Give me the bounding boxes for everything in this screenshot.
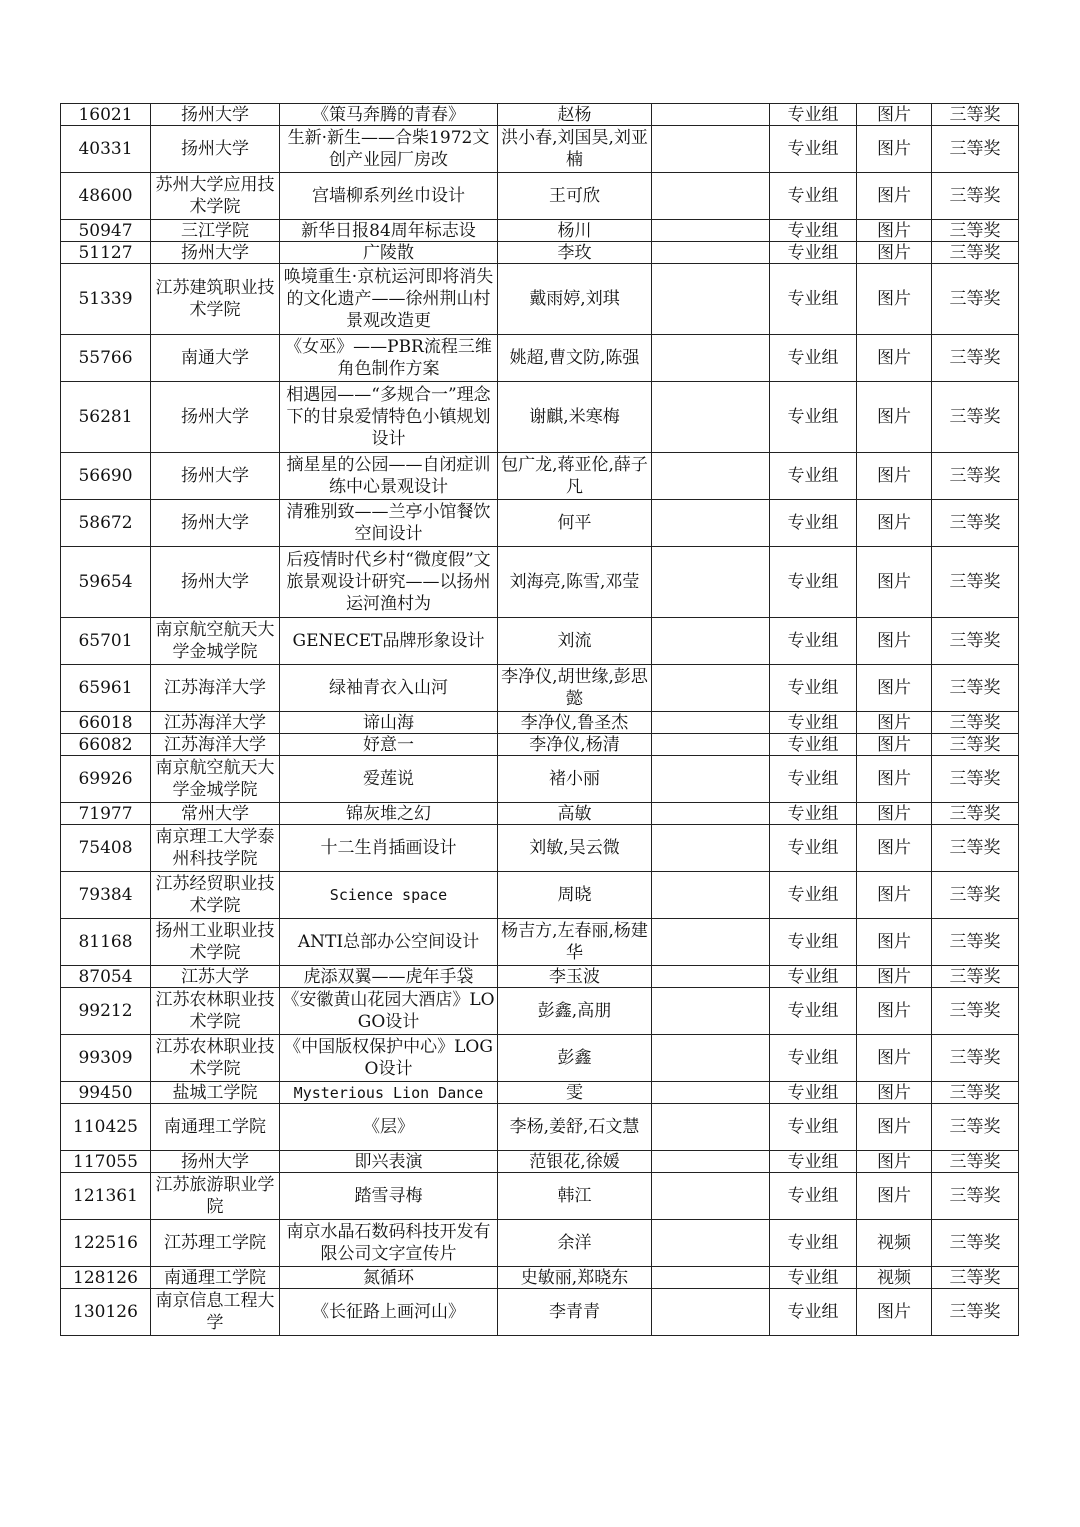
award-cell: 三等奖	[932, 919, 1019, 966]
school-cell: 扬州大学	[151, 453, 280, 500]
school-cell: 江苏农林职业技术学院	[151, 1035, 280, 1082]
table-row	[61, 453, 1019, 500]
group-cell: 专业组	[770, 220, 857, 242]
award-cell: 三等奖	[932, 453, 1019, 500]
table-row	[61, 1220, 1019, 1267]
media-type-cell: 图片	[857, 547, 932, 618]
media-type-cell: 图片	[857, 1082, 932, 1104]
title-cell: 绿袖青衣入山河	[280, 665, 498, 712]
group-cell: 专业组	[770, 104, 857, 126]
award-cell: 三等奖	[932, 712, 1019, 734]
award-cell: 三等奖	[932, 500, 1019, 547]
group-cell: 专业组	[770, 264, 857, 335]
group-cell: 专业组	[770, 1151, 857, 1173]
title-cell: 广陵散	[280, 242, 498, 264]
empty-cell	[652, 500, 770, 547]
group-cell: 专业组	[770, 453, 857, 500]
award-cell: 三等奖	[932, 104, 1019, 126]
authors-cell: 赵杨	[498, 104, 652, 126]
entry-id-cell: 110425	[61, 1104, 151, 1151]
group-cell: 专业组	[770, 919, 857, 966]
media-type-cell: 图片	[857, 1035, 932, 1082]
school-cell: 南京理工大学泰州科技学院	[151, 825, 280, 872]
table-row	[61, 1035, 1019, 1082]
title-cell: ANTI总部办公空间设计	[280, 919, 498, 966]
award-cell: 三等奖	[932, 382, 1019, 453]
group-cell: 专业组	[770, 872, 857, 919]
media-type-cell: 图片	[857, 712, 932, 734]
table-row	[61, 547, 1019, 618]
award-cell: 三等奖	[932, 988, 1019, 1035]
entry-id-cell: 122516	[61, 1220, 151, 1267]
media-type-cell: 图片	[857, 966, 932, 988]
table-row	[61, 382, 1019, 453]
award-cell: 三等奖	[932, 966, 1019, 988]
table-row	[61, 104, 1019, 126]
group-cell: 专业组	[770, 665, 857, 712]
group-cell: 专业组	[770, 335, 857, 382]
school-cell: 苏州大学应用技术学院	[151, 173, 280, 220]
media-type-cell: 图片	[857, 382, 932, 453]
entry-id-cell: 55766	[61, 335, 151, 382]
entry-id-cell: 66082	[61, 734, 151, 756]
entry-id-cell: 56281	[61, 382, 151, 453]
authors-cell: 包广龙,蒋亚伦,薛子凡	[498, 453, 652, 500]
authors-cell: 周晓	[498, 872, 652, 919]
table-row	[61, 220, 1019, 242]
school-cell: 江苏农林职业技术学院	[151, 988, 280, 1035]
title-cell: 唤境重生·京杭运河即将消失的文化遗产——徐州荆山村景观改造更	[280, 264, 498, 335]
group-cell: 专业组	[770, 1173, 857, 1220]
school-cell: 南京航空航天大学金城学院	[151, 618, 280, 665]
title-cell: 谛山海	[280, 712, 498, 734]
award-cell: 三等奖	[932, 618, 1019, 665]
school-cell: 南京航空航天大学金城学院	[151, 756, 280, 803]
school-cell: 南通理工学院	[151, 1104, 280, 1151]
authors-cell: 刘流	[498, 618, 652, 665]
entry-id-cell: 128126	[61, 1267, 151, 1289]
award-table	[60, 103, 1019, 1336]
school-cell: 扬州大学	[151, 1151, 280, 1173]
media-type-cell: 图片	[857, 104, 932, 126]
media-type-cell: 图片	[857, 242, 932, 264]
title-cell: GENECET品牌形象设计	[280, 618, 498, 665]
media-type-cell: 图片	[857, 126, 932, 173]
award-cell: 三等奖	[932, 335, 1019, 382]
authors-cell: 史敏丽,郑晓东	[498, 1267, 652, 1289]
empty-cell	[652, 547, 770, 618]
award-cell: 三等奖	[932, 1173, 1019, 1220]
media-type-cell: 图片	[857, 665, 932, 712]
authors-cell: 高敏	[498, 803, 652, 825]
authors-cell: 杨吉方,左春丽,杨建华	[498, 919, 652, 966]
media-type-cell: 图片	[857, 264, 932, 335]
empty-cell	[652, 1289, 770, 1336]
media-type-cell: 图片	[857, 1104, 932, 1151]
title-cell: 相遇园——“多规合一”理念下的甘泉爱情特色小镇规划设计	[280, 382, 498, 453]
entry-id-cell: 51127	[61, 242, 151, 264]
table-row	[61, 712, 1019, 734]
entry-id-cell: 40331	[61, 126, 151, 173]
entry-id-cell: 65961	[61, 665, 151, 712]
entry-id-cell: 117055	[61, 1151, 151, 1173]
authors-cell: 彭鑫	[498, 1035, 652, 1082]
title-cell: 氮循环	[280, 1267, 498, 1289]
empty-cell	[652, 126, 770, 173]
authors-cell: 李净仪,胡世缘,彭思懿	[498, 665, 652, 712]
table-row	[61, 756, 1019, 803]
table-row	[61, 618, 1019, 665]
school-cell: 盐城工学院	[151, 1082, 280, 1104]
title-cell: 生新·新生——合柴1972文创产业园厂房改	[280, 126, 498, 173]
school-cell: 江苏建筑职业技术学院	[151, 264, 280, 335]
table-row	[61, 872, 1019, 919]
entry-id-cell: 130126	[61, 1289, 151, 1336]
group-cell: 专业组	[770, 126, 857, 173]
empty-cell	[652, 1267, 770, 1289]
table-row	[61, 665, 1019, 712]
entry-id-cell: 99212	[61, 988, 151, 1035]
entry-id-cell: 16021	[61, 104, 151, 126]
empty-cell	[652, 104, 770, 126]
school-cell: 江苏经贸职业技术学院	[151, 872, 280, 919]
media-type-cell: 图片	[857, 173, 932, 220]
table-row	[61, 734, 1019, 756]
media-type-cell: 图片	[857, 618, 932, 665]
table-row	[61, 1289, 1019, 1336]
empty-cell	[652, 335, 770, 382]
award-cell: 三等奖	[932, 1220, 1019, 1267]
title-cell: 妤意一	[280, 734, 498, 756]
group-cell: 专业组	[770, 547, 857, 618]
entry-id-cell: 121361	[61, 1173, 151, 1220]
authors-cell: 何平	[498, 500, 652, 547]
title-cell: 宫墙柳系列丝巾设计	[280, 173, 498, 220]
entry-id-cell: 51339	[61, 264, 151, 335]
empty-cell	[652, 1082, 770, 1104]
award-cell: 三等奖	[932, 264, 1019, 335]
empty-cell	[652, 173, 770, 220]
empty-cell	[652, 382, 770, 453]
authors-cell: 洪小春,刘国昊,刘亚楠	[498, 126, 652, 173]
title-cell: 十二生肖插画设计	[280, 825, 498, 872]
entry-id-cell: 58672	[61, 500, 151, 547]
award-cell: 三等奖	[932, 825, 1019, 872]
group-cell: 专业组	[770, 618, 857, 665]
authors-cell: 余洋	[498, 1220, 652, 1267]
authors-cell: 李净仪,鲁圣杰	[498, 712, 652, 734]
group-cell: 专业组	[770, 242, 857, 264]
empty-cell	[652, 872, 770, 919]
authors-cell: 刘海亮,陈雪,邓莹	[498, 547, 652, 618]
title-cell: 《长征路上画河山》	[280, 1289, 498, 1336]
group-cell: 专业组	[770, 1267, 857, 1289]
award-cell: 三等奖	[932, 220, 1019, 242]
media-type-cell: 视频	[857, 1220, 932, 1267]
title-cell: 踏雪寻梅	[280, 1173, 498, 1220]
authors-cell: 彭鑫,高朋	[498, 988, 652, 1035]
entry-id-cell: 66018	[61, 712, 151, 734]
group-cell: 专业组	[770, 1289, 857, 1336]
group-cell: 专业组	[770, 756, 857, 803]
media-type-cell: 图片	[857, 335, 932, 382]
entry-id-cell: 59654	[61, 547, 151, 618]
title-cell: 《策马奔腾的青春》	[280, 104, 498, 126]
empty-cell	[652, 756, 770, 803]
table-row	[61, 919, 1019, 966]
table-row	[61, 335, 1019, 382]
media-type-cell: 图片	[857, 734, 932, 756]
table-row	[61, 1267, 1019, 1289]
school-cell: 常州大学	[151, 803, 280, 825]
school-cell: 扬州大学	[151, 547, 280, 618]
empty-cell	[652, 988, 770, 1035]
media-type-cell: 图片	[857, 872, 932, 919]
entry-id-cell: 50947	[61, 220, 151, 242]
entry-id-cell: 56690	[61, 453, 151, 500]
authors-cell: 李净仪,杨清	[498, 734, 652, 756]
school-cell: 南通大学	[151, 335, 280, 382]
empty-cell	[652, 1104, 770, 1151]
table-body	[61, 104, 1019, 1336]
empty-cell	[652, 1173, 770, 1220]
table-row	[61, 988, 1019, 1035]
empty-cell	[652, 734, 770, 756]
school-cell: 扬州工业职业技术学院	[151, 919, 280, 966]
empty-cell	[652, 825, 770, 872]
table-row	[61, 1082, 1019, 1104]
title-cell: 即兴表演	[280, 1151, 498, 1173]
media-type-cell: 图片	[857, 988, 932, 1035]
school-cell: 江苏海洋大学	[151, 712, 280, 734]
award-cell: 三等奖	[932, 1151, 1019, 1173]
authors-cell: 李玉波	[498, 966, 652, 988]
table-row	[61, 966, 1019, 988]
table-row	[61, 803, 1019, 825]
table-row	[61, 1104, 1019, 1151]
table-row	[61, 242, 1019, 264]
authors-cell: 韩江	[498, 1173, 652, 1220]
authors-cell: 李杨,姜舒,石文慧	[498, 1104, 652, 1151]
title-cell: 《中国版权保护中心》LOGO设计	[280, 1035, 498, 1082]
media-type-cell: 图片	[857, 220, 932, 242]
group-cell: 专业组	[770, 500, 857, 547]
entry-id-cell: 79384	[61, 872, 151, 919]
title-cell: 锦灰堆之幻	[280, 803, 498, 825]
group-cell: 专业组	[770, 734, 857, 756]
award-cell: 三等奖	[932, 665, 1019, 712]
empty-cell	[652, 618, 770, 665]
empty-cell	[652, 453, 770, 500]
group-cell: 专业组	[770, 712, 857, 734]
entry-id-cell: 81168	[61, 919, 151, 966]
award-cell: 三等奖	[932, 242, 1019, 264]
title-cell: Science space	[280, 872, 498, 919]
school-cell: 三江学院	[151, 220, 280, 242]
empty-cell	[652, 712, 770, 734]
entry-id-cell: 87054	[61, 966, 151, 988]
school-cell: 扬州大学	[151, 500, 280, 547]
empty-cell	[652, 1035, 770, 1082]
authors-cell: 范银花,徐媛	[498, 1151, 652, 1173]
entry-id-cell: 75408	[61, 825, 151, 872]
media-type-cell: 图片	[857, 919, 932, 966]
award-cell: 三等奖	[932, 872, 1019, 919]
group-cell: 专业组	[770, 173, 857, 220]
group-cell: 专业组	[770, 1104, 857, 1151]
empty-cell	[652, 665, 770, 712]
authors-cell: 雯	[498, 1082, 652, 1104]
award-cell: 三等奖	[932, 803, 1019, 825]
title-cell: 清雅别致——兰亭小馆餐饮空间设计	[280, 500, 498, 547]
media-type-cell: 图片	[857, 756, 932, 803]
school-cell: 江苏海洋大学	[151, 734, 280, 756]
authors-cell: 姚超,曹文防,陈强	[498, 335, 652, 382]
school-cell: 南京信息工程大学	[151, 1289, 280, 1336]
authors-cell: 李青青	[498, 1289, 652, 1336]
group-cell: 专业组	[770, 1082, 857, 1104]
group-cell: 专业组	[770, 803, 857, 825]
title-cell: 新华日报84周年标志设	[280, 220, 498, 242]
table-row	[61, 173, 1019, 220]
empty-cell	[652, 242, 770, 264]
authors-cell: 戴雨婷,刘琪	[498, 264, 652, 335]
award-cell: 三等奖	[932, 1267, 1019, 1289]
media-type-cell: 图片	[857, 500, 932, 547]
school-cell: 扬州大学	[151, 126, 280, 173]
award-cell: 三等奖	[932, 1082, 1019, 1104]
empty-cell	[652, 1220, 770, 1267]
title-cell: 摘星星的公园——自闭症训练中心景观设计	[280, 453, 498, 500]
group-cell: 专业组	[770, 1220, 857, 1267]
school-cell: 南通理工学院	[151, 1267, 280, 1289]
media-type-cell: 图片	[857, 1151, 932, 1173]
school-cell: 江苏旅游职业学院	[151, 1173, 280, 1220]
title-cell: Mysterious Lion Dance	[280, 1082, 498, 1104]
group-cell: 专业组	[770, 966, 857, 988]
media-type-cell: 视频	[857, 1267, 932, 1289]
entry-id-cell: 69926	[61, 756, 151, 803]
media-type-cell: 图片	[857, 825, 932, 872]
school-cell: 江苏大学	[151, 966, 280, 988]
empty-cell	[652, 220, 770, 242]
group-cell: 专业组	[770, 825, 857, 872]
table-row	[61, 1151, 1019, 1173]
school-cell: 扬州大学	[151, 104, 280, 126]
authors-cell: 王可欣	[498, 173, 652, 220]
title-cell: 虎添双翼——虎年手袋	[280, 966, 498, 988]
entry-id-cell: 65701	[61, 618, 151, 665]
group-cell: 专业组	[770, 382, 857, 453]
empty-cell	[652, 919, 770, 966]
authors-cell: 谢麒,米寒梅	[498, 382, 652, 453]
table-row	[61, 1173, 1019, 1220]
empty-cell	[652, 803, 770, 825]
title-cell: 后疫情时代乡村“微度假”文旅景观设计研究——以扬州运河渔村为	[280, 547, 498, 618]
authors-cell: 杨川	[498, 220, 652, 242]
entry-id-cell: 71977	[61, 803, 151, 825]
entry-id-cell: 48600	[61, 173, 151, 220]
authors-cell: 褚小丽	[498, 756, 652, 803]
award-cell: 三等奖	[932, 1289, 1019, 1336]
entry-id-cell: 99450	[61, 1082, 151, 1104]
group-cell: 专业组	[770, 1035, 857, 1082]
award-cell: 三等奖	[932, 756, 1019, 803]
school-cell: 扬州大学	[151, 242, 280, 264]
school-cell: 扬州大学	[151, 382, 280, 453]
authors-cell: 李玫	[498, 242, 652, 264]
title-cell: 《层》	[280, 1104, 498, 1151]
media-type-cell: 图片	[857, 453, 932, 500]
table-row	[61, 500, 1019, 547]
award-cell: 三等奖	[932, 1035, 1019, 1082]
title-cell: 《女巫》——PBR流程三维角色制作方案	[280, 335, 498, 382]
award-cell: 三等奖	[932, 547, 1019, 618]
table-row	[61, 264, 1019, 335]
empty-cell	[652, 966, 770, 988]
empty-cell	[652, 264, 770, 335]
media-type-cell: 图片	[857, 1289, 932, 1336]
school-cell: 江苏海洋大学	[151, 665, 280, 712]
media-type-cell: 图片	[857, 803, 932, 825]
title-cell: 爱莲说	[280, 756, 498, 803]
table-row	[61, 825, 1019, 872]
school-cell: 江苏理工学院	[151, 1220, 280, 1267]
media-type-cell: 图片	[857, 1173, 932, 1220]
award-cell: 三等奖	[932, 734, 1019, 756]
empty-cell	[652, 1151, 770, 1173]
group-cell: 专业组	[770, 988, 857, 1035]
award-cell: 三等奖	[932, 126, 1019, 173]
title-cell: 《安徽黄山花园大酒店》LOGO设计	[280, 988, 498, 1035]
award-cell: 三等奖	[932, 173, 1019, 220]
title-cell: 南京水晶石数码科技开发有限公司文字宣传片	[280, 1220, 498, 1267]
entry-id-cell: 99309	[61, 1035, 151, 1082]
table-row	[61, 126, 1019, 173]
authors-cell: 刘敏,吴云微	[498, 825, 652, 872]
award-cell: 三等奖	[932, 1104, 1019, 1151]
